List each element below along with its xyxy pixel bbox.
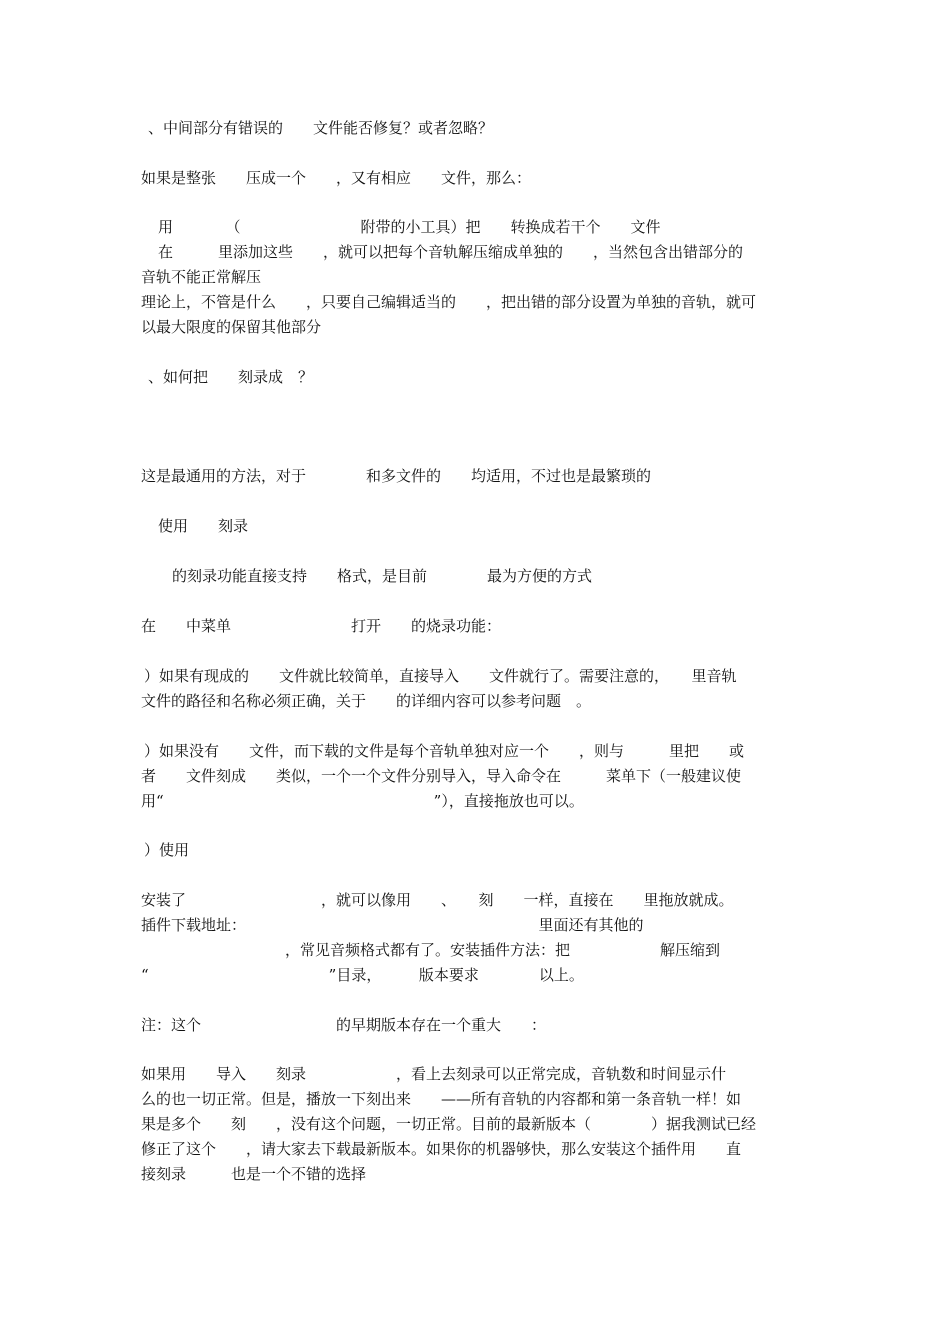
paragraph-line: 者 文件刻成 类似，一个一个文件分别导入，导入命令在 菜单下（一般建议使 (141, 767, 742, 785)
paragraph-line: ）如果有现成的 文件就比较简单，直接导入 文件就行了。需要注意的， 里音轨 (144, 667, 737, 685)
paragraph-line: 如果用 导入 刻录 ，看上去刻录可以正常完成，音轨数和时间显示什 (141, 1065, 727, 1083)
paragraph-line: 的刻录功能直接支持 格式，是目前 最为方便的方式 (172, 567, 593, 585)
paragraph-line: “ ”目录， 版本要求 以上。 (141, 966, 584, 984)
paragraph-line: 如果是整张 压成一个 ，又有相应 文件，那么： (141, 169, 532, 187)
paragraph-line: 音轨不能正常解压 (141, 268, 262, 286)
paragraph-line: 接刻录 也是一个不错的选择 (141, 1165, 367, 1183)
paragraph-line: 插件下载地址： 里面还有其他的 (141, 916, 644, 934)
paragraph-line: ，常见音频格式都有了。安装插件方法：把 解压缩到 (285, 941, 721, 959)
paragraph-line: 这是最通用的方法，对于 和多文件的 均适用，不过也是最繁琐的 (141, 467, 652, 485)
paragraph-line: 安装了 ，就可以像用 、 刻 一样，直接在 里拖放就成。 (141, 891, 734, 909)
note-line: 注：这个 的早期版本存在一个重大 ： (141, 1016, 547, 1034)
paragraph-line: 在 中菜单 打开 的烧录功能： (141, 617, 502, 635)
paragraph-line: 以最大限度的保留其他部分 (141, 318, 322, 336)
paragraph-line: 么的也一切正常。但是，播放一下刻出来 ——所有音轨的内容都和第一条音轨一样！如 (141, 1090, 742, 1108)
paragraph-line: ）如果没有 文件，而下载的文件是每个音轨单独对应一个 ，则与 里把 或 (144, 742, 745, 760)
heading-repair-question: 、中间部分有错误的 文件能否修复？或者忽略？ (148, 119, 494, 137)
subheading-line: 使用 刻录 (158, 517, 249, 535)
paragraph-line: 理论上，不管是什么 ，只要自己编辑适当的 ，把出错的部分设置为单独的音轨，就可 (141, 293, 757, 311)
paragraph-line: 修正了这个 ，请大家去下载最新版本。如果你的机器够快，那么安装这个插件用 直 (141, 1140, 742, 1158)
paragraph-line: 在 里添加这些 ，就可以把每个音轨解压缩成单独的 ，当然包含出错部分的 (158, 243, 744, 261)
paragraph-line: 果是多个 刻 ，没有这个问题，一切正常。目前的最新版本（ ）据我测试已经 (141, 1115, 757, 1133)
paragraph-line: 用 （ 附带的小工具）把 转换成若干个 文件 (158, 218, 661, 236)
paragraph-line: 文件的路径和名称必须正确，关于 的详细内容可以参考问题 。 (141, 692, 592, 710)
heading-burn-question: 、如何把 刻录成 ？ (148, 368, 314, 386)
paragraph-line: 用“ ”），直接拖放也可以。 (141, 792, 584, 810)
subheading-line: ）使用 (144, 841, 190, 859)
